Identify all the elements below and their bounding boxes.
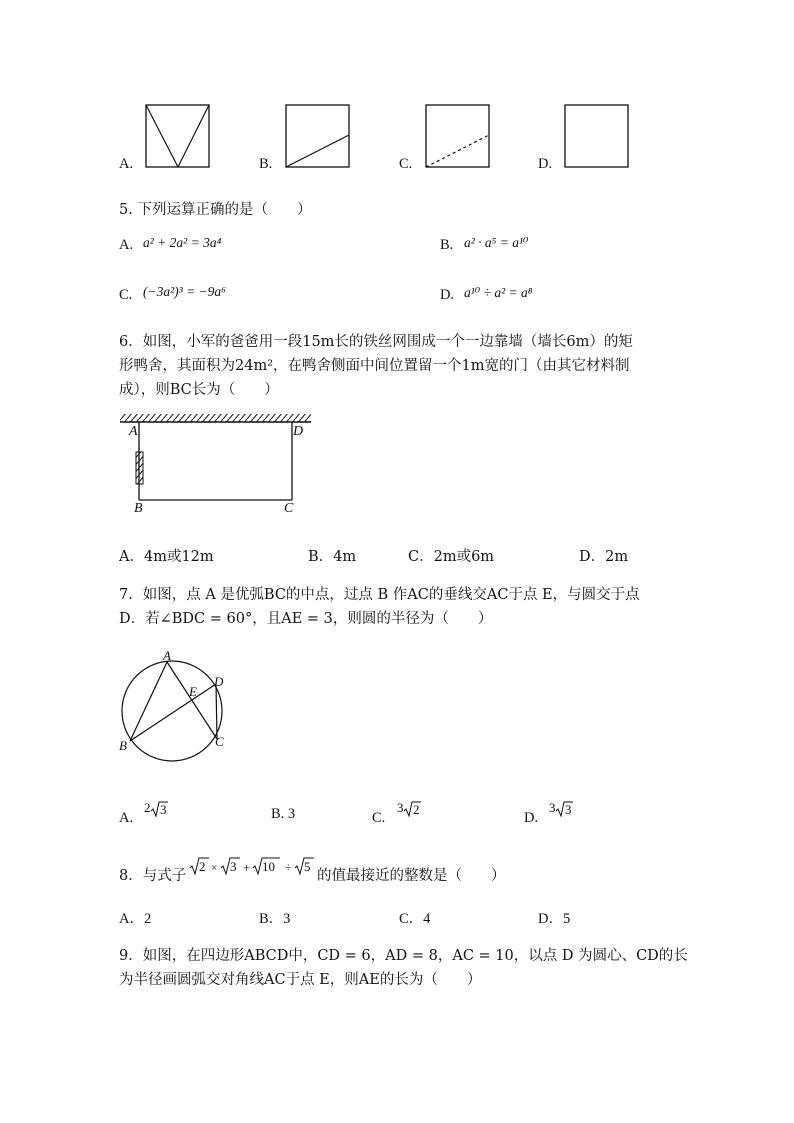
q8-option-b: B．3 xyxy=(259,911,291,927)
q8-radicand-2: 3 xyxy=(230,859,237,874)
q5-stem: 5. 下列运算正确的是（ ） xyxy=(119,202,312,218)
q6-point-b-label: B xyxy=(134,501,143,516)
q5-option-a-label: A. xyxy=(119,237,134,253)
q6-stem-line-2: 形鸭舍，其面积为24m²，在鸭舍侧面中间位置留一个1m宽的门（由其它材料制 xyxy=(119,358,630,374)
q8-stem-suffix: 的值最接近的整数是（ ） xyxy=(317,868,506,884)
q6-point-c-label: C xyxy=(284,501,294,516)
q6-option-b: B．4m xyxy=(308,549,357,565)
q5-option-d-expression: a¹⁰ ÷ a² = a⁸ xyxy=(464,285,533,300)
q6-stem-line-3: 成），则BC长为（ ） xyxy=(119,382,279,398)
q7-stem-line-2: D．若∠BDC = 60°，且AE = 3，则圆的半径为（ ） xyxy=(119,611,493,627)
q6-option-d: D．2m xyxy=(579,549,629,565)
q8-radicand-1: 2 xyxy=(199,859,206,874)
q7-option-d-label: D. xyxy=(524,810,539,826)
q8-option-c: C．4 xyxy=(399,911,431,927)
q4-option-a-label: A. xyxy=(119,156,134,172)
q5-option-c-expression: (−3a²)³ = −9a⁶ xyxy=(143,284,226,299)
q7-figure-circle xyxy=(118,655,228,767)
q6-point-a-label: A xyxy=(129,424,138,439)
q6-option-a: A．4m或12m xyxy=(119,549,214,565)
q7-option-c-radicand: 2 xyxy=(413,802,420,817)
q5-option-d-label: D. xyxy=(440,287,455,303)
q4-option-d-label: D. xyxy=(538,156,553,172)
q4-option-b-label: B. xyxy=(259,156,273,172)
q4-figure-d xyxy=(564,104,630,170)
q8-stem-prefix: 8．与式子 xyxy=(119,868,187,884)
q5-option-b-label: B. xyxy=(440,237,454,253)
q7-option-d-coef: 3 xyxy=(549,800,556,815)
q5-option-b-expression: a² · a⁵ = a¹⁰ xyxy=(464,235,529,250)
q7-point-a-label: A xyxy=(163,648,171,663)
wall-hatch xyxy=(120,414,311,422)
door xyxy=(136,452,143,484)
q4-option-c-label: C. xyxy=(399,156,413,172)
q6-option-c: C．2m或6m xyxy=(408,549,495,565)
q7-stem-line-1: 7．如图，点 A 是优弧BC的中点，过点 B 作AC的垂线交AC于点 E，与圆交于点 xyxy=(119,587,640,603)
q7-point-d-label: D xyxy=(214,674,224,689)
q8-operator-1: × xyxy=(211,862,218,874)
q9-stem-line-1: 9．如图，在四边形ABCD中，CD = 6，AD = 8，AC = 10，以点 D 为圆心、CD的长 xyxy=(119,948,688,964)
q9-stem-line-2: 为半径画圆弧交对角线AC于点 E，则AE的长为（ ） xyxy=(119,972,482,988)
q6-point-d-label: D xyxy=(293,424,304,439)
q4-figure-c xyxy=(425,104,491,170)
q7-option-b: B. 3 xyxy=(271,806,296,822)
q8-option-a: A．2 xyxy=(119,911,152,927)
q8-operator-2: + xyxy=(243,860,251,875)
q8-radicand-3: 10 xyxy=(262,859,275,874)
q7-option-a-radicand: 3 xyxy=(160,802,167,817)
q8-radicand-4: 5 xyxy=(304,859,311,874)
q7-option-a-label: A. xyxy=(119,810,134,826)
q7-point-e-label: E xyxy=(189,684,197,699)
q5-option-a-expression: a² + 2a² = 3a⁴ xyxy=(143,235,222,250)
q7-option-c-coef: 3 xyxy=(397,800,404,815)
q7-option-d-radicand: 3 xyxy=(565,802,572,817)
q4-figure-b xyxy=(285,104,351,170)
q7-option-c-label: C. xyxy=(372,810,386,826)
q7-point-c-label: C xyxy=(215,734,224,749)
q8-option-d: D．5 xyxy=(538,911,571,927)
q7-point-b-label: B xyxy=(119,738,127,753)
q5-option-c-label: C. xyxy=(119,287,133,303)
q7-option-a-coef: 2 xyxy=(144,800,151,815)
q8-operator-3: ÷ xyxy=(285,860,292,874)
q4-figure-a xyxy=(145,104,211,170)
q6-stem-line-1: 6．如图，小军的爸爸用一段15m长的铁丝网围成一个一边靠墙（墙长6m）的矩 xyxy=(119,334,633,350)
